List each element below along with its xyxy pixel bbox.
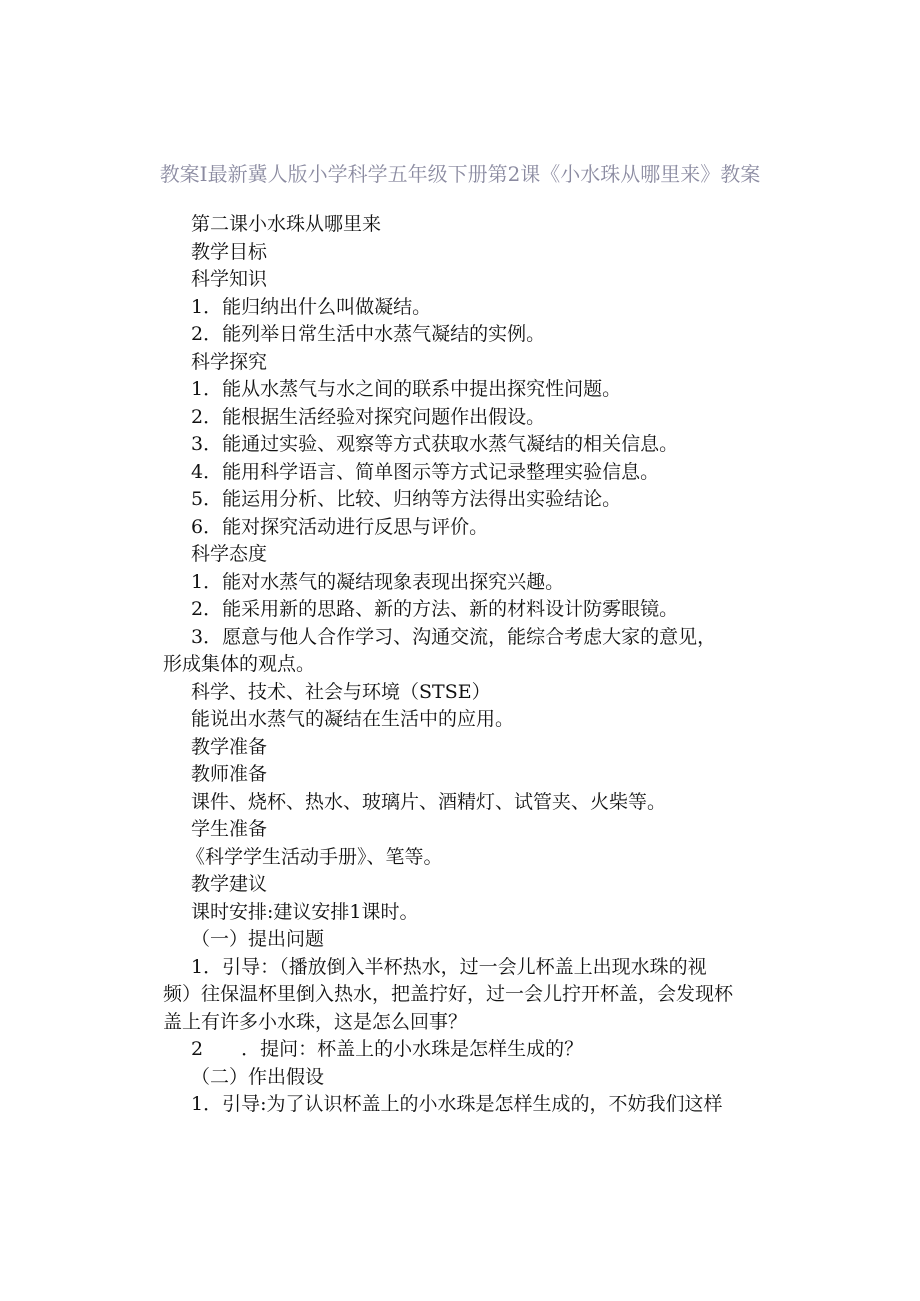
- list-item: 1．能对水蒸气的凝结现象表现出探究兴趣。: [191, 570, 565, 593]
- section-heading: 教学准备: [191, 735, 268, 758]
- subsection-heading: 教师准备: [191, 763, 268, 785]
- document-body: [163, 211, 763, 1119]
- list-item: 2．能采用新的思路、新的方法、新的材料设计防雾眼镜。: [191, 598, 679, 620]
- subsection-heading: 科学探究: [191, 350, 268, 373]
- list-item: 1．能归纳出什么叫做凝结。: [191, 295, 432, 318]
- lesson-heading: 第二课小水珠从哪里来: [191, 213, 382, 235]
- subsection-heading: 科学知识: [191, 268, 268, 290]
- list-item: 6．能对探究活动进行反思与评价。: [191, 515, 489, 538]
- subsection-heading: 科学态度: [191, 543, 268, 565]
- list-item-continuation: 形成集体的观点。: [163, 653, 316, 675]
- list-item: 3．能通过实验、观察等方式获取水蒸气凝结的相关信息。: [191, 433, 679, 455]
- paragraph: 课件、烧杯、热水、玻璃片、酒精灯、试管夹、火柴等。: [191, 790, 667, 813]
- list-item: 1．引导:为了认识杯盖上的小水珠是怎样生成的，不妨我们这样: [191, 1093, 723, 1115]
- subsection-heading: 学生准备: [191, 818, 268, 840]
- list-item: 2 ．提问：杯盖上的小水珠是怎样生成的？: [191, 1038, 584, 1060]
- subsection-heading: （一）提出问题: [191, 928, 325, 950]
- list-item: 1．能从水蒸气与水之间的联系中提出探究性问题。: [191, 378, 622, 400]
- subsection-heading: （二）作出假设: [191, 1065, 325, 1088]
- subsection-heading: 科学、技术、社会与环境（STSE）: [191, 680, 491, 703]
- list-item-continuation: 频）往保温杯里倒入热水，把盖拧好，过一会儿拧开杯盖，会发现杯: [163, 983, 734, 1005]
- list-item: 2．能列举日常生活中水蒸气凝结的实例。: [191, 323, 546, 345]
- section-heading: 教学建议: [191, 873, 268, 895]
- paragraph: 课时安排:建议安排1课时。: [191, 900, 419, 923]
- list-item: 5．能运用分析、比较、归纳等方法得出实验结论。: [191, 488, 622, 510]
- section-heading: 教学目标: [191, 240, 268, 263]
- paragraph: 能说出水蒸气的凝结在生活中的应用。: [191, 708, 515, 730]
- paragraph: 《科学学生活动手册》、笔等。: [186, 845, 443, 868]
- list-item: 3．愿意与他人合作学习、沟通交流，能综合考虑大家的意见，: [191, 625, 717, 648]
- list-item: 1．引导：（播放倒入半杯热水，过一会儿杯盖上出现水珠的视: [191, 955, 707, 978]
- document-title: 教案I最新冀人版小学科学五年级下册第2课《小水珠从哪里来》教案: [159, 162, 761, 186]
- list-item: 4．能用科学语言、简单图示等方式记录整理实验信息。: [191, 460, 660, 483]
- list-item-continuation: 盖上有许多小水珠，这是怎么回事？: [163, 1010, 468, 1033]
- list-item: 2．能根据生活经验对探究问题作出假设。: [191, 405, 546, 428]
